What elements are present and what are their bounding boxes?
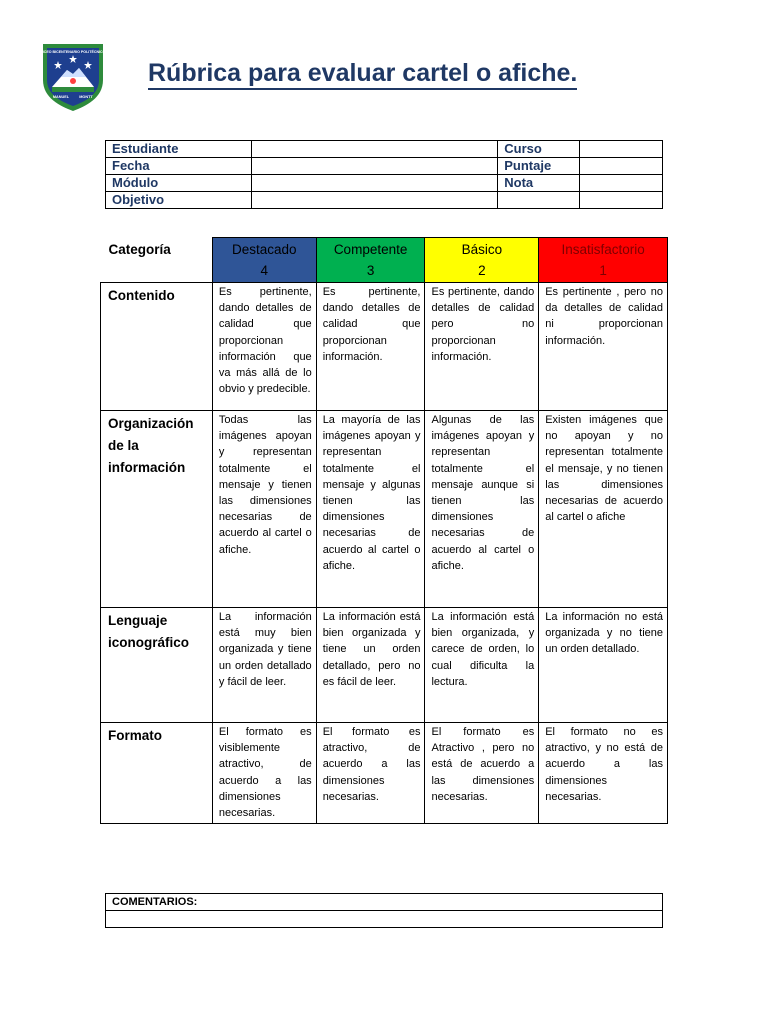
- date-field[interactable]: [251, 158, 497, 175]
- level-name: Insatisfactorio: [561, 242, 645, 257]
- student-field[interactable]: [251, 141, 497, 158]
- row-category: Formato: [101, 723, 213, 824]
- level-score: 4: [260, 263, 269, 278]
- rubric-row-formato: [101, 723, 668, 824]
- rubric-cell: El formato es Atractivo , pero no está de acuerdo a las dimensiones necesarias.: [425, 723, 539, 824]
- empty-label-cell: [498, 192, 580, 209]
- logo-top-text: LICEO BICENTENARIO POLITÉCNICO: [40, 50, 106, 54]
- level-name: Básico: [461, 242, 503, 257]
- date-label: Fecha: [106, 158, 252, 175]
- rubric-cell: La información no está organizada y no tiene un orden detallado.: [539, 608, 668, 723]
- score-label: Puntaje: [498, 158, 580, 175]
- course-label: Curso: [498, 141, 580, 158]
- rubric-cell: La información está bien organizada, y carece de orden, lo cual dificulta la lectura.: [425, 608, 539, 723]
- rubric-cell: Existen imágenes que no apoyan y no representan totalmente el mensaje, y no tienen las dimensiones necesarias de acuerdo al cartel o afiche: [539, 411, 668, 608]
- level-score: 1: [599, 263, 607, 278]
- rubric-header-row: [101, 238, 668, 283]
- level-name: Competente: [333, 242, 408, 257]
- rubric-cell: Es pertinente, dando detalles de calidad que proporcionan información que va más allá de lo obvio y predecible.: [212, 283, 316, 411]
- level-header-competente: [316, 238, 425, 283]
- level-header-insatisfactorio: [539, 238, 668, 283]
- level-name: Destacado: [232, 242, 297, 257]
- rubric-cell: La información está muy bien organizada y tiene un orden detallado y fácil de leer.: [212, 608, 316, 723]
- rubric-cell: Todas las imágenes apoyan y representan totalmente el mensaje y tienen las dimensiones necesarias de acuerdo al cartel o afiche.: [212, 411, 316, 608]
- category-header: Categoría: [108, 241, 171, 257]
- comments-table: [105, 893, 663, 928]
- rubric-cell: Es pertinente, dando detalles de calidad pero no proporcionan información.: [425, 283, 539, 411]
- level-score: 3: [366, 263, 375, 278]
- rubric-cell: El formato no es atractivo, y no está de acuerdo a las dimensiones necesarias.: [539, 723, 668, 824]
- rubric-cell: Algunas de las imágenes apoyan y representan totalmente el mensaje aunque si tienen las dimensiones necesarias de acuerdo al cartel o afiche.: [425, 411, 539, 608]
- module-label: Módulo: [106, 175, 252, 192]
- logo-bottom-left-text: MANUEL: [52, 95, 70, 99]
- rubric-cell: El formato es visiblemente atractivo, de acuerdo a las dimensiones necesarias.: [212, 723, 316, 824]
- course-field[interactable]: [580, 141, 663, 158]
- comments-label: COMENTARIOS:: [106, 894, 663, 911]
- rubric-cell: La información está bien organizada y tiene un orden detallado, pero no es fácil de leer.: [316, 608, 425, 723]
- school-logo: [40, 40, 106, 112]
- rubric-row-organizacion: [101, 411, 668, 608]
- rubric-table: [100, 237, 668, 824]
- rubric-row-lenguaje: [101, 608, 668, 723]
- objective-field[interactable]: [251, 192, 497, 209]
- comments-field[interactable]: [106, 911, 663, 928]
- rubric-row-contenido: [101, 283, 668, 411]
- row-category: Contenido: [101, 283, 213, 411]
- logo-bottom-right-text: MONTT: [79, 95, 93, 99]
- row-category: Organización de la información: [101, 411, 213, 608]
- empty-field-cell: [580, 192, 663, 209]
- level-score: 2: [478, 263, 486, 278]
- objective-label: Objetivo: [106, 192, 252, 209]
- student-info-table: [105, 140, 663, 209]
- rubric-cell: Es pertinente , pero no da detalles de calidad ni proporcionan información.: [539, 283, 668, 411]
- level-header-basico: [425, 238, 539, 283]
- score-field[interactable]: [580, 158, 663, 175]
- row-category: Lenguaje iconográfico: [101, 608, 213, 723]
- module-field[interactable]: [251, 175, 497, 192]
- rubric-cell: Es pertinente, dando detalles de calidad que proporcionan información.: [316, 283, 425, 411]
- rubric-cell: La mayoría de las imágenes apoyan y representan totalmente el mensaje y algunas tienen las dimensiones necesarias de acuerdo al cartel o afiche.: [316, 411, 425, 608]
- level-header-destacado: [212, 238, 316, 283]
- rubric-cell: El formato es atractivo, de acuerdo a las dimensiones necesarias.: [316, 723, 425, 824]
- student-label: Estudiante: [106, 141, 252, 158]
- page-title: Rúbrica para evaluar cartel o afiche.: [148, 58, 577, 90]
- grade-field[interactable]: [580, 175, 663, 192]
- grade-label: Nota: [498, 175, 580, 192]
